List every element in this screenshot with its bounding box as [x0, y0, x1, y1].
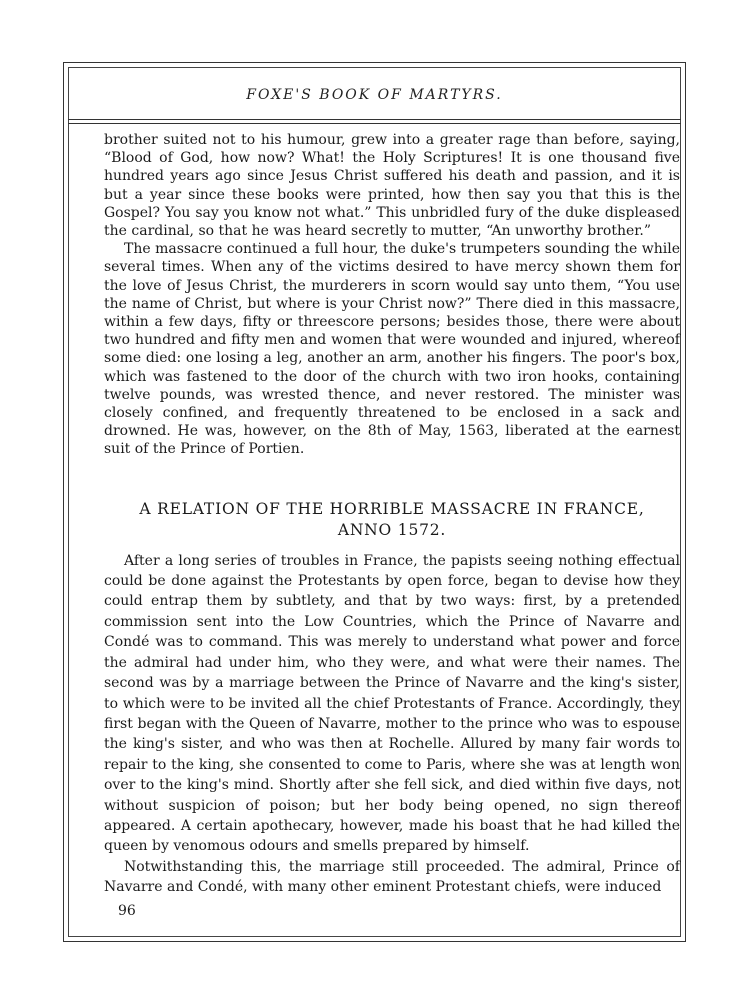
paragraph: brother suited not to his humour, grew into a greater rage than before, saying, “Blood of God, how now? What! the Holy Scriptures! It is one thousand five hundred years ago since Jesus Christ suffered his death and passion, and it is but a year since these books were printed, how then say you that this is the Gospel? You say you know not what.” This unbridled fury of the duke displeased the cardinal, so that he was heard secretly to mutter, “An unworthy brother.”: [104, 132, 680, 240]
header-rule: [68, 119, 681, 120]
section-heading-line1: A RELATION OF THE HORRIBLE MASSACRE IN FRANCE,: [139, 499, 645, 518]
paragraph: The massacre continued a full hour, the duke's trumpeters sounding the while several times. When any of the victims desired to have mercy shown them for the love of Jesus Christ, the murderers in scorn would say unto them, “You use the name of Christ, but where is your Christ now?” There died in this massacre, within a few days, fifty or threescore persons; besides those, there were about two hundred and fifty men and women that were wounded and injured, whereof some died: one losing a leg, another an arm, another his fingers. The poor's box, which was fastened to the door of the church with two iron hooks, containing twelve pounds, was wrested thence, and never restored. The minister was closely confined, and frequently threatened to be enclosed in a sack and drowned. He was, however, on the 8th of May, 1563, liberated at the earnest suit of the Prince of Portien.: [104, 241, 680, 458]
section-heading-line2: ANNO 1572.: [337, 520, 447, 539]
section-heading: [104, 499, 680, 541]
paragraph: Notwithstanding this, the marriage still proceeded. The admiral, Prince of Navarre and Condé, with many other eminent Protestant chiefs, were induced: [104, 858, 680, 896]
page-content: [104, 131, 680, 898]
header-rule-double: [68, 123, 681, 124]
running-head: FOXE'S BOOK OF MARTYRS.: [246, 87, 503, 103]
page-number: 96: [118, 903, 136, 919]
paragraph: After a long series of troubles in France, the papists seeing nothing effectual could be done against the Protestants by open force, began to devise how they could entrap them by subtlety, and that by two ways: first, by a pretended commission sent into the Low Countries, which the Prince of Navarre and Condé was to command. This was merely to understand what power and force the admiral had under him, who they were, and what were their names. The second was by a marriage between the Prince of Navarre and the king's sister, to which were to be invited all the chief Protestants of France. Accordingly, they first began with the Queen of Navarre, mother to the prince who was to espouse the king's sister, and who was then at Rochelle. Allured by many fair words to repair to the king, she consented to come to Paris, where she was at length won over to the king's mind. Shortly after she fell sick, and died within five days, not without suspicion of poison; but her body being opened, no sign thereof appeared. A certain apothecary, however, made his boast that he had killed the queen by venomous odours and smells prepared by himself.: [104, 552, 680, 855]
